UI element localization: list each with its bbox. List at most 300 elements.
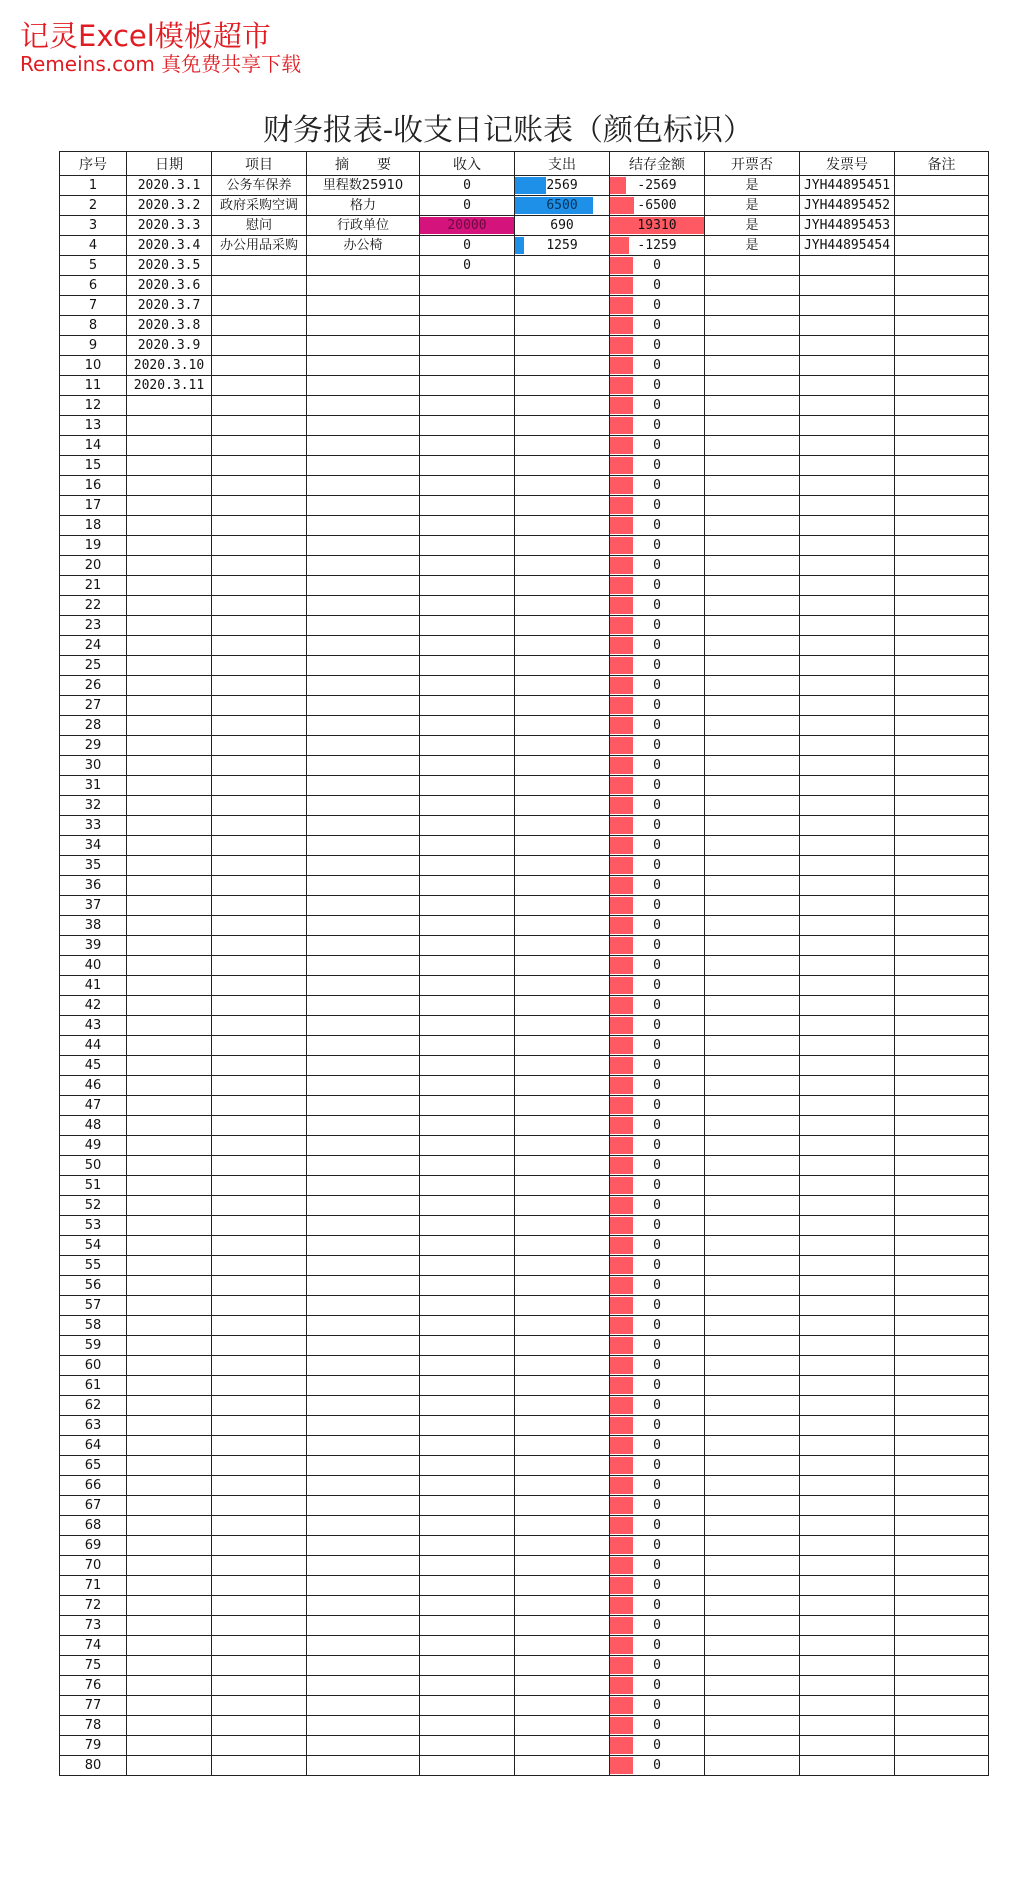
cell-invoice-no[interactable] [800,1036,895,1056]
cell-note[interactable] [895,496,989,516]
cell-expense[interactable] [515,1356,610,1376]
cell-summary[interactable] [307,636,420,656]
cell-expense[interactable] [515,616,610,636]
cell-no[interactable] [60,296,127,316]
cell-no[interactable] [60,456,127,476]
cell-no[interactable] [60,1016,127,1036]
cell-note[interactable] [895,476,989,496]
cell-balance[interactable] [610,976,705,996]
table-row[interactable] [60,1636,989,1656]
cell-balance[interactable] [610,1236,705,1256]
cell-summary[interactable] [307,516,420,536]
table-row[interactable] [60,516,989,536]
cell-item[interactable] [212,476,307,496]
cell-balance[interactable] [610,1476,705,1496]
cell-date[interactable] [127,1456,212,1476]
cell-invoice-no[interactable] [800,1536,895,1556]
cell-note[interactable] [895,856,989,876]
cell-summary[interactable] [307,1196,420,1216]
cell-date[interactable] [127,576,212,596]
cell-summary[interactable] [307,376,420,396]
cell-invoiced[interactable] [705,476,800,496]
cell-income[interactable] [420,876,515,896]
cell-summary[interactable] [307,476,420,496]
cell-no[interactable] [60,1156,127,1176]
cell-item[interactable] [212,1756,307,1776]
table-row[interactable] [60,1036,989,1056]
cell-invoice-no[interactable] [800,1356,895,1376]
cell-item[interactable] [212,336,307,356]
cell-income[interactable] [420,1096,515,1116]
cell-summary[interactable] [307,1316,420,1336]
table-row[interactable] [60,836,989,856]
cell-no[interactable] [60,936,127,956]
cell-income[interactable] [420,1496,515,1516]
cell-summary[interactable] [307,696,420,716]
cell-no[interactable] [60,416,127,436]
cell-invoice-no[interactable] [800,496,895,516]
cell-date[interactable] [127,1296,212,1316]
cell-expense[interactable] [515,1116,610,1136]
cell-expense[interactable] [515,316,610,336]
cell-summary[interactable] [307,1276,420,1296]
cell-no[interactable] [60,1116,127,1136]
cell-invoiced[interactable] [705,336,800,356]
cell-summary[interactable] [307,1256,420,1276]
cell-item[interactable] [212,816,307,836]
cell-invoice-no[interactable] [800,836,895,856]
cell-item[interactable] [212,1376,307,1396]
cell-income[interactable] [420,1156,515,1176]
cell-balance[interactable] [610,996,705,1016]
cell-income[interactable] [420,696,515,716]
cell-balance[interactable] [610,1616,705,1636]
cell-invoice-no[interactable] [800,576,895,596]
table-row[interactable] [60,476,989,496]
cell-invoiced[interactable] [705,1216,800,1236]
cell-item[interactable] [212,1136,307,1156]
cell-date[interactable] [127,876,212,896]
cell-item[interactable] [212,1516,307,1536]
cell-invoiced[interactable] [705,636,800,656]
cell-note[interactable] [895,1436,989,1456]
cell-date[interactable] [127,436,212,456]
cell-note[interactable] [895,216,989,236]
cell-income[interactable] [420,536,515,556]
cell-no[interactable] [60,616,127,636]
cell-note[interactable] [895,336,989,356]
cell-item[interactable] [212,1716,307,1736]
cell-summary[interactable] [307,736,420,756]
cell-invoiced[interactable] [705,1756,800,1776]
table-row[interactable] [60,1696,989,1716]
cell-income[interactable] [420,1336,515,1356]
cell-balance[interactable] [610,1696,705,1716]
cell-no[interactable] [60,1176,127,1196]
cell-date[interactable] [127,1096,212,1116]
cell-balance[interactable] [610,616,705,636]
cell-note[interactable] [895,1176,989,1196]
cell-income[interactable] [420,1136,515,1156]
cell-expense[interactable] [515,1456,610,1476]
cell-income[interactable] [420,476,515,496]
cell-invoiced[interactable] [705,456,800,476]
cell-income[interactable] [420,596,515,616]
cell-balance[interactable] [610,516,705,536]
cell-summary[interactable] [307,796,420,816]
cell-invoice-no[interactable] [800,1556,895,1576]
cell-summary[interactable] [307,676,420,696]
cell-date[interactable] [127,1196,212,1216]
cell-expense[interactable] [515,256,610,276]
cell-income[interactable] [420,796,515,816]
cell-invoice-no[interactable] [800,596,895,616]
cell-expense[interactable] [515,1376,610,1396]
table-row[interactable] [60,876,989,896]
cell-expense[interactable] [515,1276,610,1296]
cell-note[interactable] [895,1016,989,1036]
cell-income[interactable] [420,1316,515,1336]
cell-invoiced[interactable] [705,1276,800,1296]
cell-summary[interactable] [307,1116,420,1136]
cell-item[interactable] [212,1636,307,1656]
cell-no[interactable] [60,736,127,756]
cell-summary[interactable] [307,1736,420,1756]
table-row[interactable] [60,1116,989,1136]
cell-invoiced[interactable] [705,1696,800,1716]
cell-invoiced[interactable] [705,1716,800,1736]
cell-summary[interactable] [307,1136,420,1156]
cell-income[interactable] [420,736,515,756]
cell-expense[interactable] [515,376,610,396]
cell-note[interactable] [895,296,989,316]
cell-invoice-no[interactable] [800,636,895,656]
cell-balance[interactable] [610,1396,705,1416]
cell-invoice-no[interactable] [800,756,895,776]
cell-note[interactable] [895,1496,989,1516]
cell-balance[interactable] [610,1156,705,1176]
cell-income[interactable] [420,516,515,536]
cell-invoiced[interactable] [705,1336,800,1356]
cell-invoice-no[interactable] [800,1436,895,1456]
cell-invoiced[interactable] [705,856,800,876]
cell-item[interactable] [212,1576,307,1596]
cell-income[interactable] [420,1756,515,1776]
cell-balance[interactable] [610,596,705,616]
cell-income[interactable] [420,1256,515,1276]
cell-date[interactable] [127,836,212,856]
cell-date[interactable] [127,856,212,876]
cell-invoice-no[interactable] [800,456,895,476]
cell-date[interactable] [127,276,212,296]
cell-note[interactable] [895,516,989,536]
cell-balance[interactable] [610,1176,705,1196]
cell-date[interactable] [127,316,212,336]
cell-note[interactable] [895,316,989,336]
cell-no[interactable] [60,1556,127,1576]
table-row[interactable] [60,1196,989,1216]
cell-invoiced[interactable] [705,1296,800,1316]
table-row[interactable] [60,1436,989,1456]
cell-balance[interactable] [610,536,705,556]
cell-note[interactable] [895,616,989,636]
cell-date[interactable] [127,896,212,916]
cell-income[interactable] [420,1436,515,1456]
cell-no[interactable] [60,376,127,396]
cell-item[interactable] [212,1176,307,1196]
cell-income[interactable] [420,496,515,516]
cell-invoice-no[interactable] [800,1136,895,1156]
table-row[interactable] [60,896,989,916]
cell-summary[interactable] [307,276,420,296]
cell-summary[interactable] [307,1396,420,1416]
cell-item[interactable] [212,1596,307,1616]
cell-expense[interactable] [515,956,610,976]
cell-item[interactable] [212,1736,307,1756]
cell-balance[interactable] [610,1296,705,1316]
cell-summary[interactable] [307,296,420,316]
cell-summary[interactable] [307,1176,420,1196]
cell-expense[interactable] [515,1436,610,1456]
cell-date[interactable] [127,1396,212,1416]
cell-date[interactable] [127,976,212,996]
cell-no[interactable] [60,956,127,976]
cell-date[interactable] [127,1256,212,1276]
cell-summary[interactable] [307,1336,420,1356]
cell-note[interactable] [895,1456,989,1476]
cell-no[interactable] [60,976,127,996]
table-row[interactable] [60,596,989,616]
cell-date[interactable] [127,1696,212,1716]
cell-no[interactable] [60,256,127,276]
cell-no[interactable] [60,1516,127,1536]
table-row[interactable] [60,1336,989,1356]
cell-date[interactable] [127,236,212,256]
cell-income[interactable] [420,196,515,216]
cell-balance[interactable] [610,756,705,776]
cell-item[interactable] [212,496,307,516]
table-row[interactable] [60,616,989,636]
table-row[interactable] [60,1416,989,1436]
cell-invoice-no[interactable] [800,856,895,876]
cell-expense[interactable] [515,836,610,856]
table-row[interactable] [60,856,989,876]
cell-income[interactable] [420,556,515,576]
cell-invoiced[interactable] [705,1316,800,1336]
table-row[interactable] [60,256,989,276]
cell-invoiced[interactable] [705,756,800,776]
cell-item[interactable] [212,1296,307,1316]
cell-item[interactable] [212,1456,307,1476]
cell-no[interactable] [60,1536,127,1556]
cell-balance[interactable] [610,1456,705,1476]
cell-no[interactable] [60,196,127,216]
table-row[interactable] [60,436,989,456]
cell-income[interactable] [420,656,515,676]
cell-note[interactable] [895,1536,989,1556]
cell-invoiced[interactable] [705,1596,800,1616]
cell-expense[interactable] [515,1536,610,1556]
cell-expense[interactable] [515,1416,610,1436]
cell-invoice-no[interactable] [800,1376,895,1396]
cell-note[interactable] [895,1596,989,1616]
cell-summary[interactable] [307,256,420,276]
cell-expense[interactable] [515,976,610,996]
cell-note[interactable] [895,436,989,456]
cell-no[interactable] [60,1296,127,1316]
cell-income[interactable] [420,636,515,656]
cell-invoiced[interactable] [705,1476,800,1496]
cell-income[interactable] [420,856,515,876]
table-row[interactable] [60,1756,989,1776]
cell-date[interactable] [127,916,212,936]
cell-note[interactable] [895,736,989,756]
cell-date[interactable] [127,936,212,956]
cell-no[interactable] [60,1136,127,1156]
cell-item[interactable] [212,576,307,596]
cell-invoiced[interactable] [705,896,800,916]
cell-income[interactable] [420,756,515,776]
cell-invoiced[interactable] [705,696,800,716]
cell-expense[interactable] [515,1196,610,1216]
cell-income[interactable] [420,1476,515,1496]
cell-summary[interactable] [307,776,420,796]
cell-balance[interactable] [610,316,705,336]
cell-date[interactable] [127,676,212,696]
cell-invoice-no[interactable] [800,416,895,436]
cell-balance[interactable] [610,436,705,456]
cell-income[interactable] [420,256,515,276]
cell-note[interactable] [895,1116,989,1136]
cell-date[interactable] [127,1176,212,1196]
cell-no[interactable] [60,1256,127,1276]
cell-invoiced[interactable] [705,356,800,376]
table-row[interactable] [60,956,989,976]
cell-date[interactable] [127,716,212,736]
cell-no[interactable] [60,476,127,496]
cell-invoiced[interactable] [705,1396,800,1416]
cell-note[interactable] [895,356,989,376]
cell-note[interactable] [895,936,989,956]
cell-expense[interactable] [515,776,610,796]
cell-no[interactable] [60,176,127,196]
cell-date[interactable] [127,1496,212,1516]
cell-summary[interactable] [307,1416,420,1436]
cell-no[interactable] [60,556,127,576]
cell-note[interactable] [895,916,989,936]
cell-expense[interactable] [515,1556,610,1576]
cell-income[interactable] [420,896,515,916]
cell-balance[interactable] [610,836,705,856]
cell-balance[interactable] [610,216,705,236]
cell-expense[interactable] [515,1756,610,1776]
cell-invoiced[interactable] [705,176,800,196]
cell-no[interactable] [60,496,127,516]
cell-date[interactable] [127,776,212,796]
cell-note[interactable] [895,1656,989,1676]
cell-balance[interactable] [610,736,705,756]
cell-note[interactable] [895,1376,989,1396]
cell-date[interactable] [127,596,212,616]
cell-no[interactable] [60,356,127,376]
cell-note[interactable] [895,1736,989,1756]
cell-income[interactable] [420,1556,515,1576]
cell-date[interactable] [127,756,212,776]
cell-item[interactable] [212,1316,307,1336]
cell-invoiced[interactable] [705,1416,800,1436]
cell-summary[interactable] [307,556,420,576]
cell-item[interactable] [212,396,307,416]
cell-note[interactable] [895,716,989,736]
cell-no[interactable] [60,1236,127,1256]
cell-invoiced[interactable] [705,236,800,256]
cell-summary[interactable] [307,496,420,516]
cell-no[interactable] [60,1336,127,1356]
cell-balance[interactable] [610,1496,705,1516]
cell-item[interactable] [212,756,307,776]
cell-date[interactable] [127,516,212,536]
cell-note[interactable] [895,1416,989,1436]
cell-no[interactable] [60,1356,127,1376]
cell-note[interactable] [895,756,989,776]
cell-note[interactable] [895,1516,989,1536]
cell-invoiced[interactable] [705,776,800,796]
cell-note[interactable] [895,176,989,196]
cell-summary[interactable] [307,876,420,896]
cell-no[interactable] [60,1276,127,1296]
cell-item[interactable] [212,1676,307,1696]
cell-invoiced[interactable] [705,416,800,436]
cell-invoice-no[interactable] [800,396,895,416]
table-row[interactable] [60,1656,989,1676]
cell-note[interactable] [895,1076,989,1096]
table-row[interactable] [60,716,989,736]
table-row[interactable] [60,416,989,436]
cell-note[interactable] [895,256,989,276]
cell-item[interactable] [212,776,307,796]
cell-item[interactable] [212,956,307,976]
cell-note[interactable] [895,1196,989,1216]
cell-no[interactable] [60,576,127,596]
cell-expense[interactable] [515,896,610,916]
cell-balance[interactable] [610,876,705,896]
cell-date[interactable] [127,476,212,496]
table-row[interactable] [60,236,989,256]
cell-invoiced[interactable] [705,436,800,456]
cell-date[interactable] [127,1316,212,1336]
table-row[interactable] [60,1376,989,1396]
cell-invoiced[interactable] [705,1076,800,1096]
cell-income[interactable] [420,1616,515,1636]
cell-date[interactable] [127,416,212,436]
cell-expense[interactable] [515,1616,610,1636]
cell-date[interactable] [127,456,212,476]
cell-note[interactable] [895,1296,989,1316]
cell-item[interactable] [212,916,307,936]
cell-item[interactable] [212,1496,307,1516]
cell-expense[interactable] [515,636,610,656]
cell-summary[interactable] [307,1356,420,1376]
cell-balance[interactable] [610,1276,705,1296]
cell-invoice-no[interactable] [800,196,895,216]
cell-note[interactable] [895,1716,989,1736]
cell-item[interactable] [212,276,307,296]
cell-note[interactable] [895,836,989,856]
cell-note[interactable] [895,596,989,616]
table-row[interactable] [60,376,989,396]
cell-balance[interactable] [610,1336,705,1356]
cell-no[interactable] [60,1416,127,1436]
